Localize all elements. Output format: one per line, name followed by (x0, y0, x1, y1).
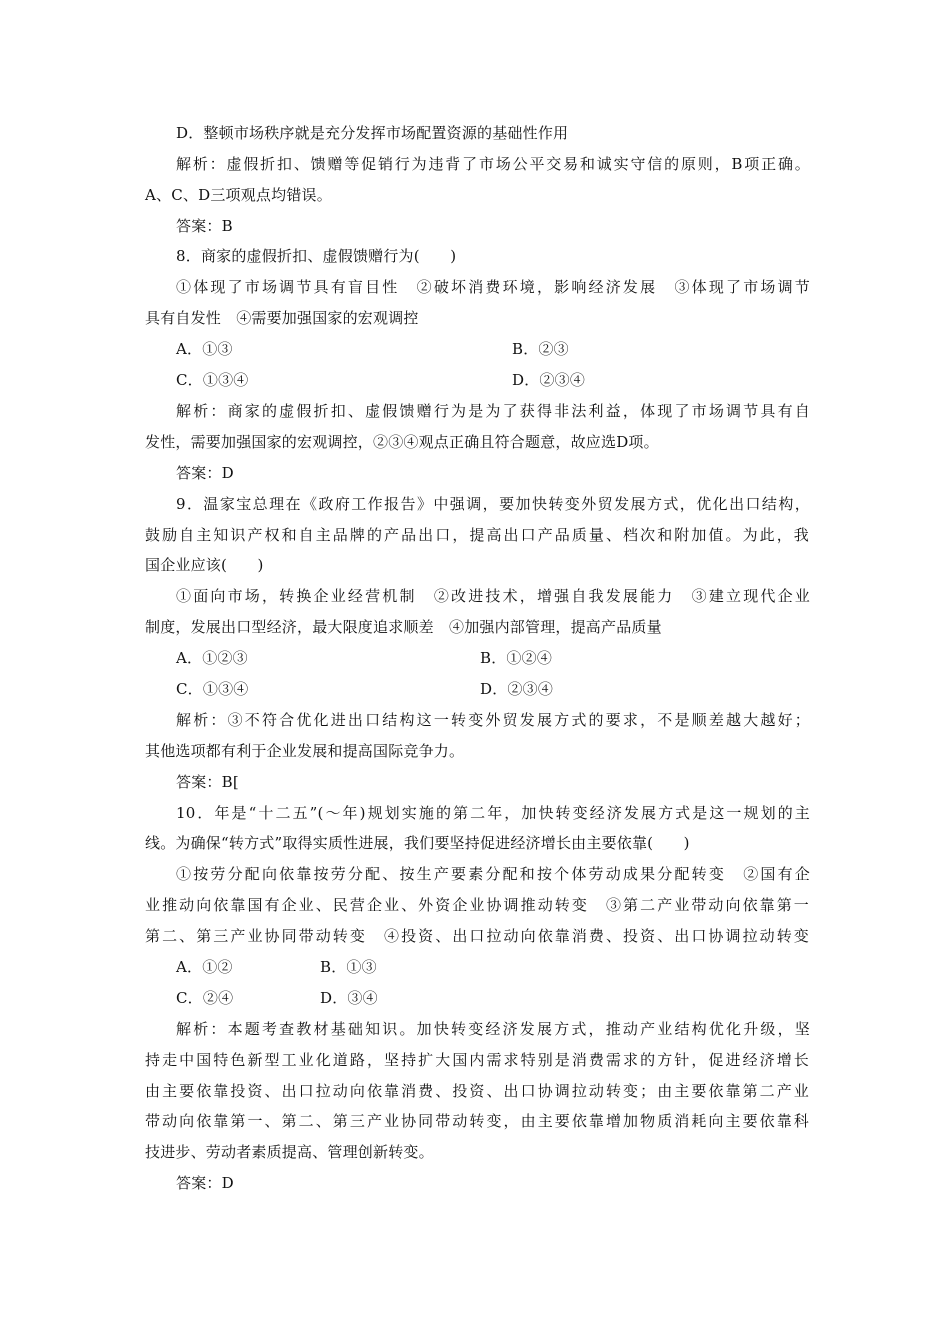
question-9-option-b: B．①②④ (480, 649, 553, 667)
answer-8: 答案：D (176, 464, 234, 482)
question-10-option-a: A．①② (176, 958, 233, 976)
question-10-stem-line-1: 10．年是“十二五”(～年)规划实施的第二年，加快转变经济发展方式是这一规划的主 (176, 804, 810, 822)
analysis-10-line-5: 技进步、劳动者素质提高、管理创新转变。 (145, 1143, 434, 1161)
question-9-statements-line-2: 制度，发展出口型经济，最大限度追求顺差 ④加强内部管理，提高产品质量 (145, 618, 662, 636)
question-10-statements-line-2: 业推动向依靠国有企业、民营企业、外资企业协调推动转变 ③第二产业带动向依靠第一 (145, 896, 809, 914)
question-9-statements-line-1: ①面向市场，转换企业经营机制 ②改进技术，增强自我发展能力 ③建立现代企业 (176, 587, 810, 605)
question-8-statements-line-2: 具有自发性 ④需要加强国家的宏观调控 (145, 309, 419, 327)
question-8-option-a: A．①③ (176, 340, 233, 358)
analysis-9-line-2: 其他选项都有利于企业发展和提高国际竞争力。 (145, 742, 465, 760)
option-d-line: D．整顿市场秩序就是充分发挥市场配置资源的基础性作用 (176, 124, 569, 142)
question-10-option-c: C．②④ (176, 989, 234, 1007)
answer-9: 答案：B[ (176, 773, 239, 791)
analysis-10-line-1: 解析：本题考查教材基础知识。加快转变经济发展方式，推动产业结构优化升级，坚 (176, 1020, 810, 1038)
analysis-8-line-1: 解析：商家的虚假折扣、虚假馈赠行为是为了获得非法利益，体现了市场调节具有自 (176, 402, 810, 420)
analysis-10-line-3: 由主要依靠投资、出口拉动向依靠消费、投资、出口协调拉动转变；由主要依靠第二产业 (145, 1082, 809, 1100)
question-10-statements-line-1: ①按劳分配向依靠按劳分配、按生产要素分配和按个体劳动成果分配转变 ②国有企 (176, 865, 810, 883)
question-10-stem-line-2: 线。为确保“转方式”取得实质性进展，我们要坚持促进经济增长由主要依靠( ) (145, 834, 690, 852)
question-10-option-b: B．①③ (320, 958, 377, 976)
analysis-7-line-2: A、C、D三项观点均错误。 (145, 186, 332, 204)
question-9-option-d: D．②③④ (480, 680, 554, 698)
question-8-option-d: D．②③④ (512, 371, 586, 389)
question-9-option-c: C．①③④ (176, 680, 249, 698)
question-8-stem: 8．商家的虚假折扣、虚假馈赠行为( ) (176, 247, 457, 265)
answer-7: 答案：B (176, 217, 233, 235)
analysis-7-line-1: 解析：虚假折扣、馈赠等促销行为违背了市场公平交易和诚实守信的原则，B项正确。 (176, 155, 810, 173)
analysis-9-line-1: 解析：③不符合优化进出口结构这一转变外贸发展方式的要求，不是顺差越大越好； (176, 711, 810, 729)
question-9-option-a: A．①②③ (176, 649, 248, 667)
question-9-stem-line-2: 鼓励自主知识产权和自主品牌的产品出口，提高出口产品质量、档次和附加值。为此，我 (145, 526, 809, 544)
question-8-option-c: C．①③④ (176, 371, 249, 389)
question-10-statements-line-3: 第二、第三产业协同带动转变 ④投资、出口拉动向依靠消费、投资、出口协调拉动转变 (145, 927, 809, 945)
question-8-option-b: B．②③ (512, 340, 569, 358)
question-9-stem-line-3: 国企业应该( ) (145, 556, 264, 574)
analysis-8-line-2: 发性，需要加强国家的宏观调控，②③④观点正确且符合题意，故应选D项。 (145, 433, 659, 451)
question-8-statements-line-1: ①体现了市场调节具有盲目性 ②破坏消费环境，影响经济发展 ③体现了市场调节 (176, 278, 810, 296)
question-10-option-d: D．③④ (320, 989, 378, 1007)
answer-10: 答案：D (176, 1174, 234, 1192)
analysis-10-line-4: 带动向依靠第一、第二、第三产业协同带动转变，由主要依靠增加物质消耗向主要依靠科 (145, 1112, 809, 1130)
question-9-stem-line-1: 9．温家宝总理在《政府工作报告》中强调，要加快转变外贸发展方式，优化出口结构， (176, 495, 810, 513)
analysis-10-line-2: 持走中国特色新型工业化道路，坚持扩大国内需求特别是消费需求的方针，促进经济增长 (145, 1051, 809, 1069)
